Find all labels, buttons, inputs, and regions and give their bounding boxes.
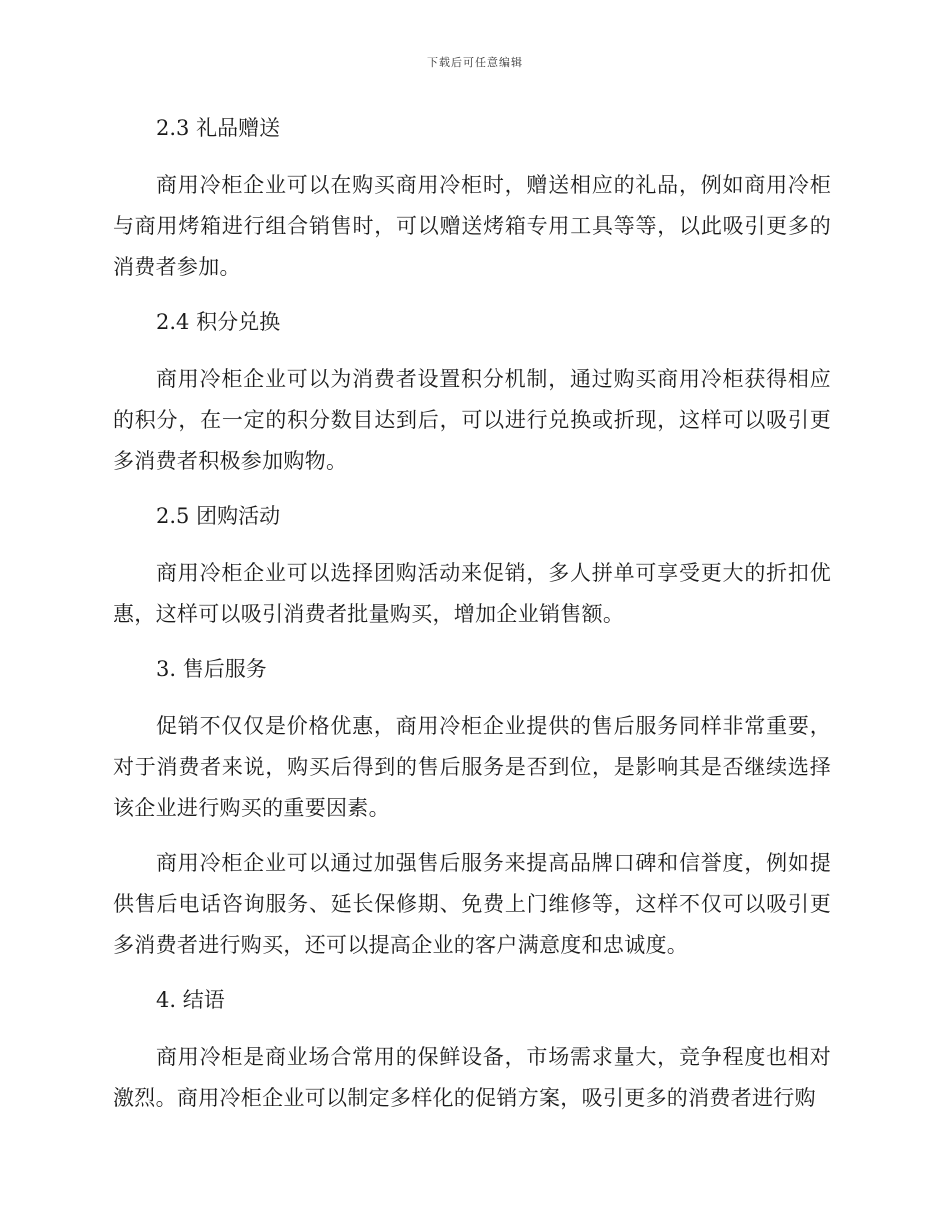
paragraph: 商用冷柜企业可以选择团购活动来促销，多人拼单可享受更大的折扣优惠，这样可以吸引消费者批量购买，增加企业销售额。 — [113, 561, 831, 626]
section-heading: 4. 结语 — [156, 988, 225, 1012]
section-group-buying — [113, 496, 831, 635]
paragraph: 商用冷柜企业可以为消费者设置积分机制，通过购买商用冷柜获得相应的积分，在一定的积分数目达到后，可以进行兑换或折现，这样可以吸引更多消费者积极参加购物。 — [113, 367, 831, 473]
paragraph: 促销不仅仅是价格优惠，商用冷柜企业提供的售后服务同样非常重要，对于消费者来说，购买后得到的售后服务是否到位，是影响其是否继续选择该企业进行购买的重要因素。 — [113, 714, 831, 820]
section-points-exchange — [113, 302, 831, 482]
paragraph: 商用冷柜企业可以通过加强售后服务来提高品牌口碑和信誉度，例如提供售后电话咨询服务、延长保修期、免费上门维修等，这样不仅可以吸引更多消费者进行购买，还可以提高企业的客户满意度和忠诚度。 — [113, 851, 831, 957]
section-conclusion — [113, 980, 831, 1119]
page-header: 下载后可任意编辑 — [427, 56, 523, 69]
section-heading: 2.3 礼品赠送 — [156, 116, 281, 140]
section-after-sales-service — [113, 649, 831, 966]
paragraph: 商用冷柜是商业场合常用的保鲜设备，市场需求量大，竞争程度也相对激烈。商用冷柜企业可以制定多样化的促销方案，吸引更多的消费者进行购 — [113, 1045, 831, 1110]
section-heading: 2.4 积分兑换 — [156, 310, 281, 334]
section-heading: 3. 售后服务 — [156, 657, 267, 681]
document-body — [113, 108, 831, 1119]
paragraph: 商用冷柜企业可以在购买商用冷柜时，赠送相应的礼品，例如商用冷柜与商用烤箱进行组合销售时，可以赠送烤箱专用工具等等，以此吸引更多的消费者参加。 — [113, 173, 831, 279]
section-heading: 2.5 团购活动 — [156, 504, 281, 528]
section-gift-giving — [113, 108, 831, 288]
